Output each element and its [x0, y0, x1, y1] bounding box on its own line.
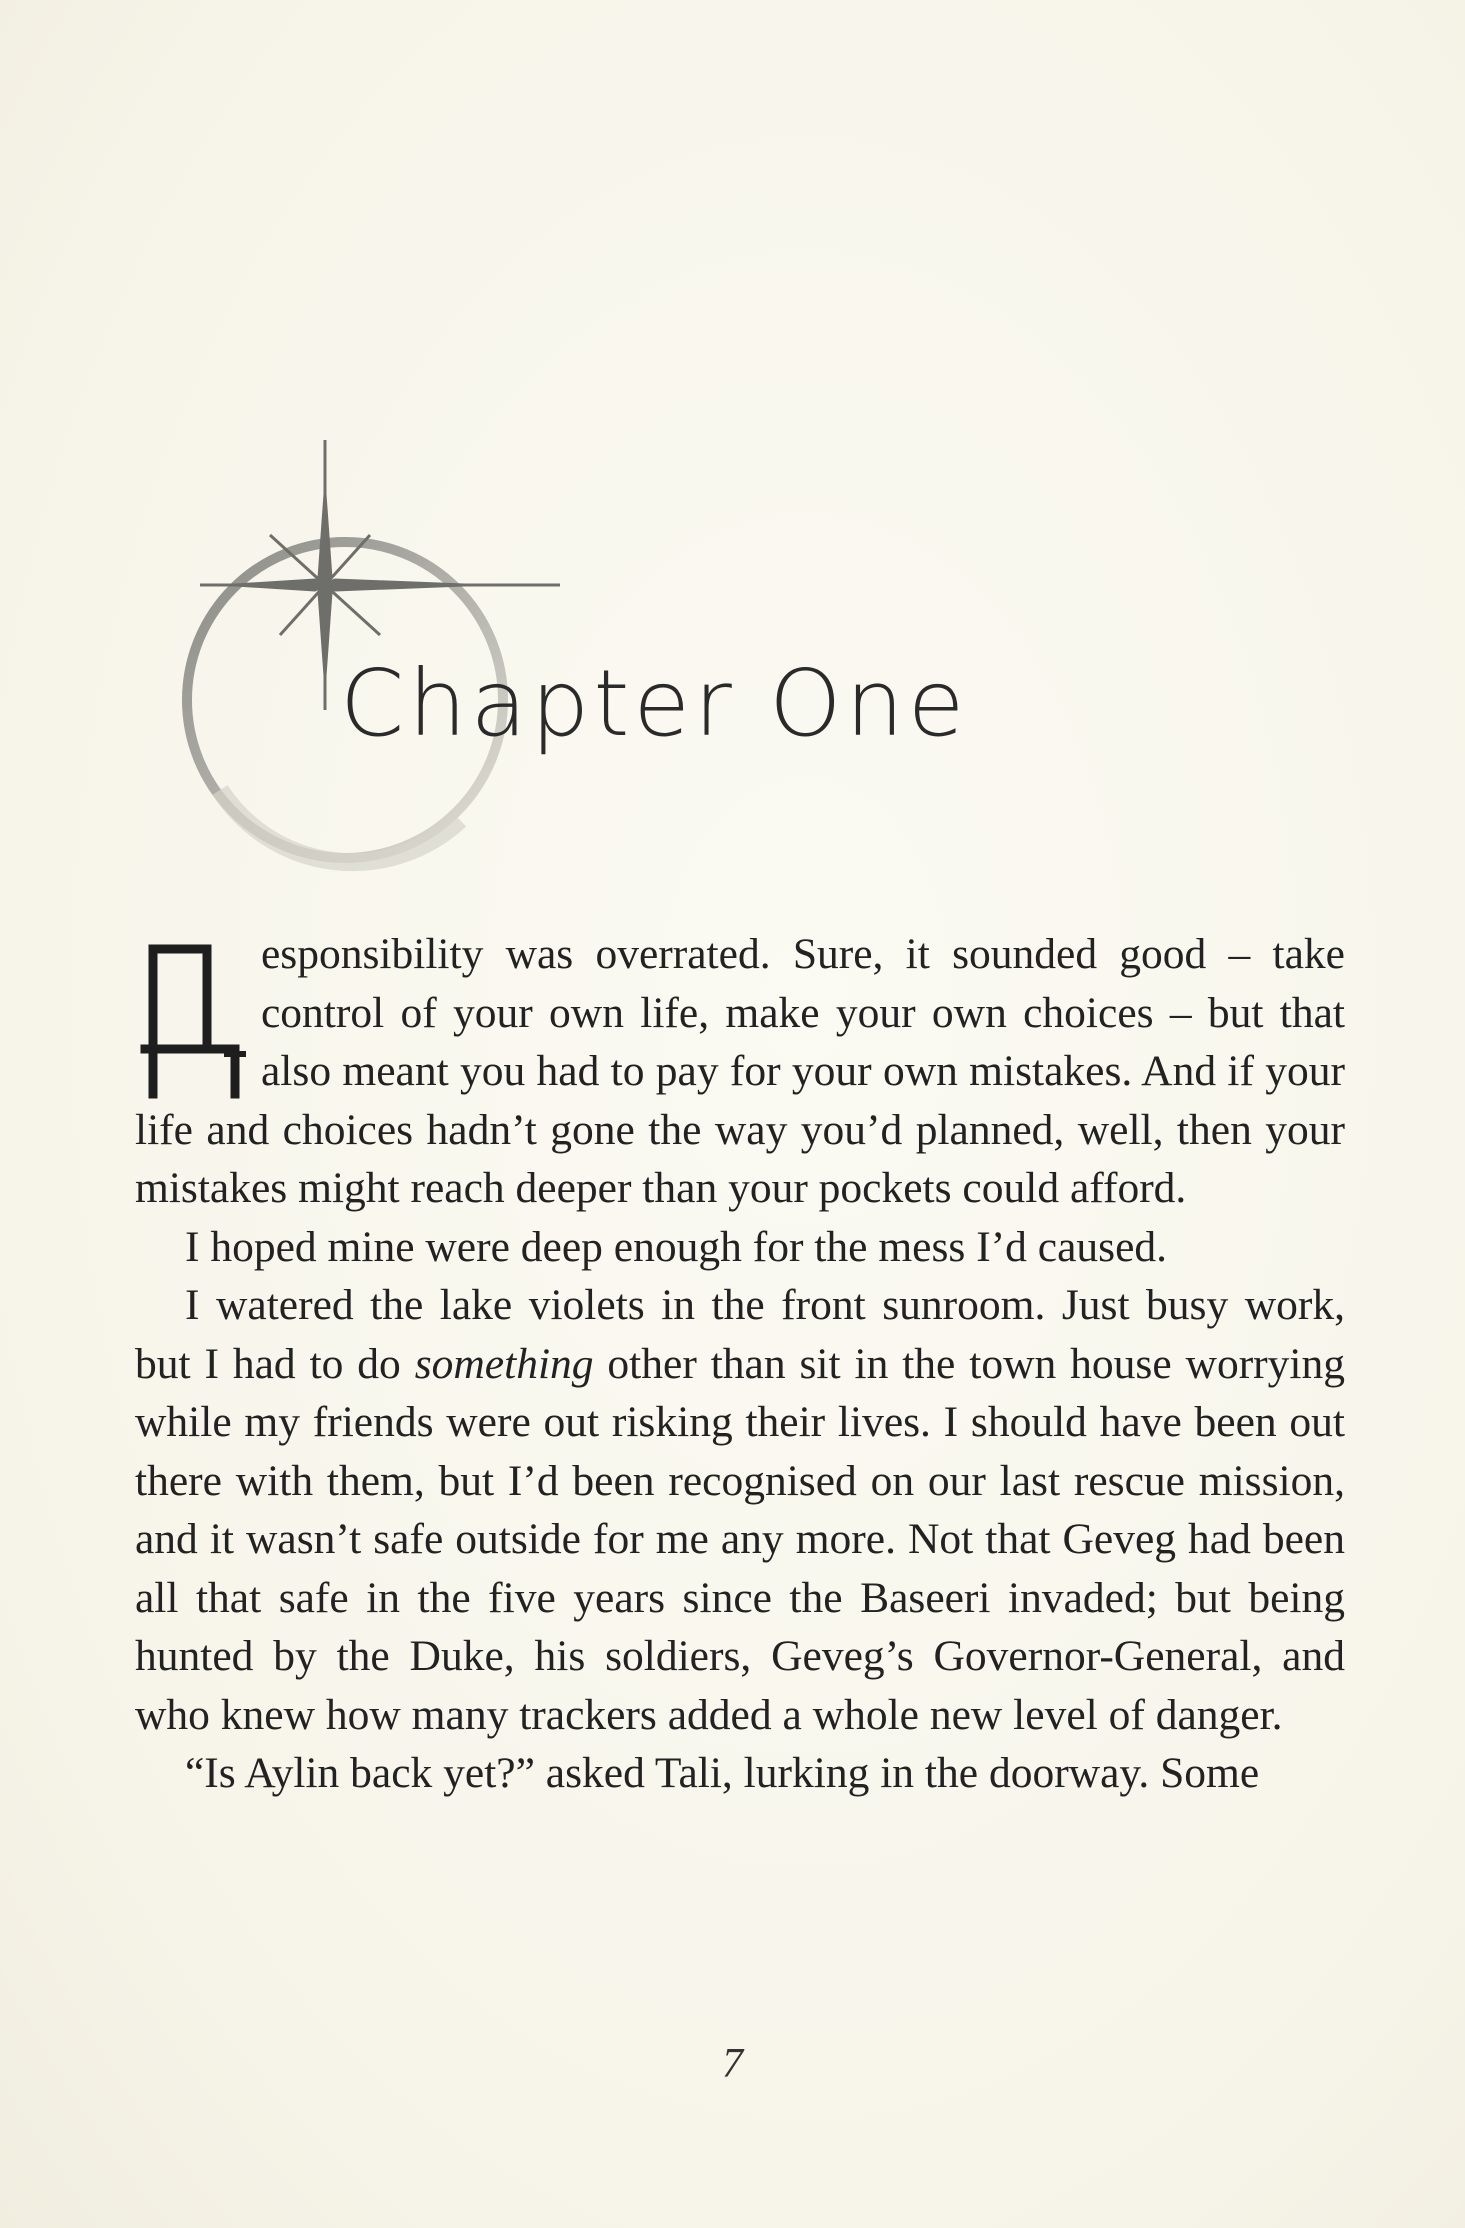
paragraph-3-emphasis: something	[414, 1339, 594, 1388]
drop-cap-r	[135, 929, 253, 1099]
page-number: 7	[722, 2041, 743, 2087]
paragraph-3	[135, 1276, 1345, 1744]
paragraph-2: I hoped mine were deep enough for the mess I’d caused.	[185, 1222, 1168, 1271]
paragraph-1	[135, 925, 1345, 1218]
chapter-title: Chapter One	[340, 650, 969, 757]
paragraph-4: “Is Aylin back yet?” asked Tali, lurking in the doorway. Some	[185, 1749, 1260, 1797]
body-text	[135, 925, 1345, 1803]
paragraph-3-before: I watered the lake violets in the front sunroom. Just busy work, but I had to do	[135, 1281, 1345, 1388]
paragraph-1-text: esponsibility was overrated. Sure, it sounded good – take control of your own life, make your own choices – but that also meant you had to pay for your own mistakes. And if your life and choices hadn’t gone the way you’d planned, well, then your mistakes might reach deeper than your pockets could afford.	[135, 930, 1345, 1212]
paragraph-3-after: other than sit in the town house worrying while my friends were out risking their lives. I should have been out there with them, but I’d been recognised on our last rescue mission, and it wasn’t safe outside for me any more. Not that Geveg had been all that safe in the five years since the Baseeri invaded; but being hunted by the Duke, his soldiers, Geveg’s Governor-General, and who knew how many trackers added a whole new level of danger.	[135, 1339, 1346, 1739]
